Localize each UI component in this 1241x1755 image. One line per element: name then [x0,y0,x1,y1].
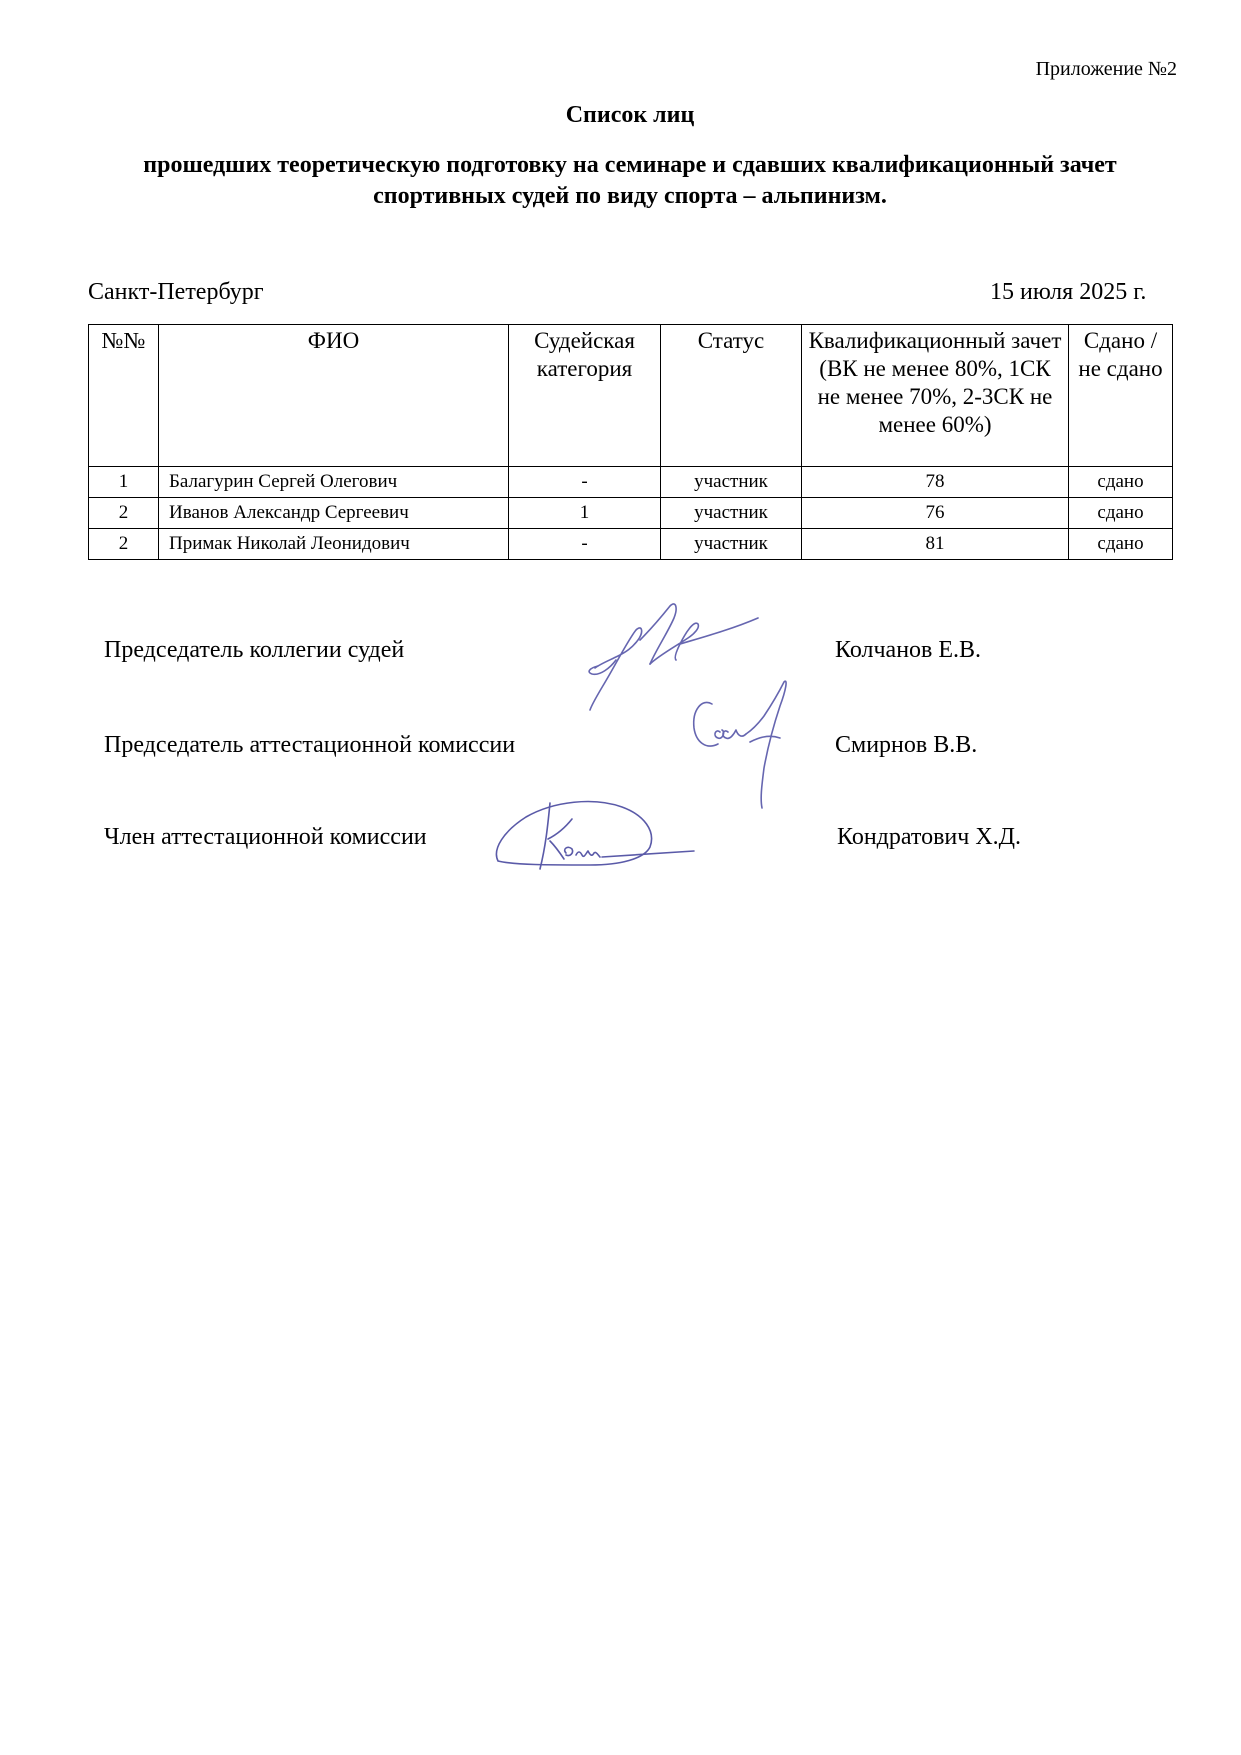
row-number: 2 [89,529,159,560]
appendix-label: Приложение №2 [1035,58,1177,80]
row-fio: Иванов Александр Сергеевич [159,498,509,529]
column-header-result: Сдано / не сдано [1069,325,1173,467]
signature-name-chair-judges: Колчанов Е.В. [835,637,982,663]
document-title: Список лиц [565,102,695,128]
row-score: 76 [802,498,1069,529]
signature-role-chair-commission: Председатель аттестационной комиссии [104,732,516,758]
column-header-status: Статус [661,325,802,467]
column-header-number: №№ [89,325,159,467]
table-row [89,529,1173,560]
results-table [88,324,1173,560]
signature-kondratovich [490,795,700,875]
table-row [89,498,1173,529]
signature-role-chair-judges: Председатель коллегии судей [104,637,405,663]
column-header-category: Судейская категория [509,325,661,467]
row-status: участник [661,529,802,560]
city: Санкт-Петербург [88,279,264,305]
row-status: участник [661,498,802,529]
row-fio: Балагурин Сергей Олегович [159,467,509,498]
table-header-row [89,325,1173,467]
column-header-fio: ФИО [159,325,509,467]
column-header-score: Квалификационный зачет (ВК не менее 80%, 1СК не менее 70%, 2-3СК не менее 60%) [802,325,1069,467]
row-number: 2 [89,498,159,529]
signature-smirnov [688,680,798,815]
row-result: сдано [1069,529,1173,560]
row-score: 81 [802,529,1069,560]
row-category: - [509,467,661,498]
table-row [89,467,1173,498]
signature-name-chair-commission: Смирнов В.В. [835,732,978,758]
document-subtitle: прошедших теоретическую подготовку на семинаре и сдавших квалификационный зачет спортивных судей по виду спорта – альпинизм. [143,152,1117,209]
row-result: сдано [1069,498,1173,529]
row-category: 1 [509,498,661,529]
row-result: сдано [1069,467,1173,498]
row-number: 1 [89,467,159,498]
row-fio: Примак Николай Леонидович [159,529,509,560]
row-score: 78 [802,467,1069,498]
row-category: - [509,529,661,560]
signature-role-commission-member: Член аттестационной комиссии [104,824,427,850]
row-status: участник [661,467,802,498]
signature-name-commission-member: Кондратович Х.Д. [837,824,1022,850]
document-date: 15 июля 2025 г. [990,279,1147,305]
